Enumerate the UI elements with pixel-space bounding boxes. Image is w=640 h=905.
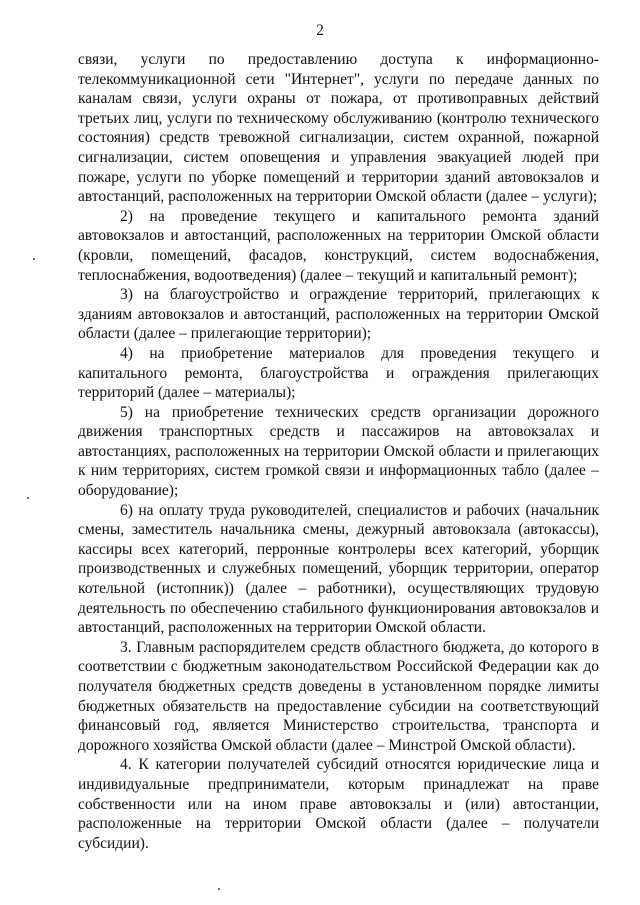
paragraph-clause-3-main-manager: 3. Главным распорядителем средств областного бюджета, до которого в соответствии с бюджетным законодательством Российской Федерации как до получателя бюджетных средств доведены в установленном порядке лимиты бюджетных обязательств на предоставление субсидии на соответствующий финансовый год, является Министерство строительства, транспорта и дорожного хозяйства Омской области (далее – Минстрой Омской области). xyxy=(78,638,599,754)
scan-dot-bottom xyxy=(218,888,220,890)
paragraph-item-5-equipment: 5) на приобретение технических средств организации дорожного движения транспортных средств и пассажиров на автовокзалах и автостанциях, расположенных на территории Омской области и прилегающих к ним территориях, систем громкой связи и информационных табло (далее – оборудование); xyxy=(78,403,599,500)
paragraph-item-3-landscaping: 3) на благоустройство и ограждение территорий, прилегающих к зданиям автовокзалов и автостанций, расположенных на территории Омской области (далее – прилегающие территории); xyxy=(78,286,599,343)
document-body xyxy=(78,50,599,853)
scan-dot-left-middle xyxy=(27,497,29,499)
paragraph-item-2-repair: 2) на проведение текущего и капитального ремонта зданий автовокзалов и автостанций, расположенных на территории Омской области (кровли, помещений, фасадов, конструкций, систем водоснабжения, теплоснабжения, водоотведения) (далее – текущий и капитальный ремонт); xyxy=(78,207,599,284)
scan-dot-left-top xyxy=(33,258,35,260)
paragraph-item-6-salaries: 6) на оплату труда руководителей, специалистов и рабочих (начальник смены, заместитель начальника смены, дежурный автовокзала (автокассы), кассиры всех категорий, перронные контролеры всех категорий, уборщик производственных и служебных помещений, уборщик территории, оператор котельной (истопник)) (далее – работники), осуществляющих трудовую деятельность по обеспечению стабильного функционирования автовокзалов и автостанций, расположенных на территории Омской области. xyxy=(78,501,599,637)
paragraph-clause-4-recipients: 4. К категории получателей субсидий относятся юридические лица и индивидуальные предприниматели, которым принадлежат на праве собственности или на ином праве автовокзалы и (или) автостанции, расположенные на территории Омской области (далее – получатели субсидии). xyxy=(78,756,599,852)
paragraph-item-4-materials: 4) на приобретение материалов для проведения текущего и капитального ремонта, благоустройства и ограждения прилегающих территорий (далее – материалы); xyxy=(78,344,599,402)
paragraph-services-continued: связи, услуги по предоставлению доступа к информационно-телекоммуникационной сети "Интернет", услуги по передаче данных по каналам связи, услуги охраны от пожара, от противоправных действий третьих лиц, услуги по техническому обслуживанию (контролю технического состояния) средств тревожной сигнализации, систем охранной, пожарной сигнализации, систем оповещения и управления эвакуацией людей при пожаре, услуги по уборке помещений и территории зданий автовокзалов и автостанций, расположенных на территории Омской области (далее – услуги); xyxy=(78,51,599,206)
page-number: 2 xyxy=(316,22,324,39)
